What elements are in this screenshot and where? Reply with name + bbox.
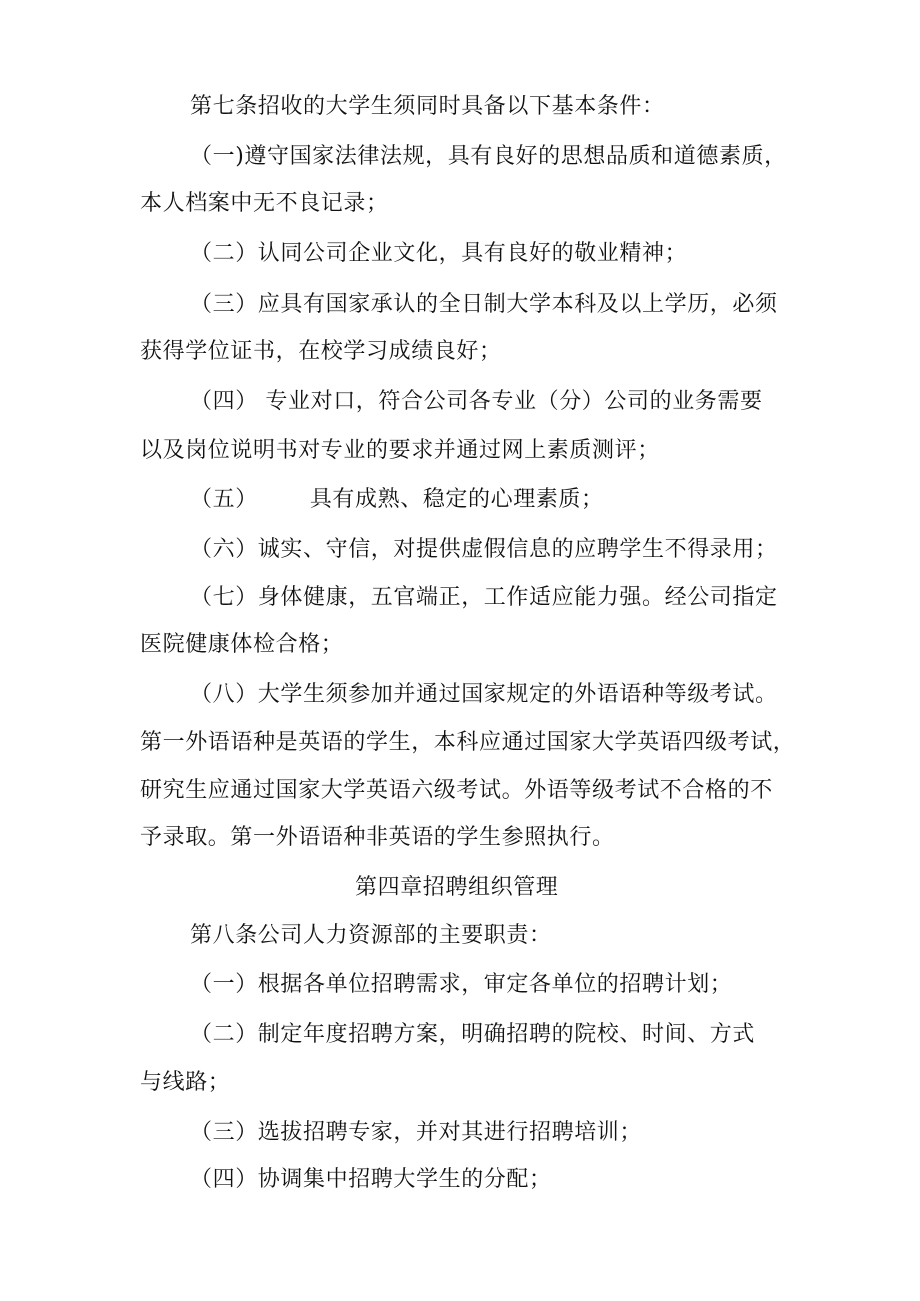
article-8-item-1: （一）根据各单位招聘需求，审定各单位的招聘计划； (190, 972, 733, 997)
article-7-item-2: （二）认同公司企业文化，具有良好的敬业精神； (190, 241, 688, 266)
article-7-item-3-line-2: 获得学位证书，在校学习成绩良好； (140, 339, 502, 364)
article-8-item-2-line-2: 与线路； (140, 1070, 231, 1095)
chapter-4-title: 第四章招聘组织管理 (355, 875, 559, 900)
article-7-item-8-line-2: 第一外语语种是英语的学生，本科应通过国家大学英语四级考试， (140, 730, 796, 755)
article-7-item-7-line-2: 医院健康体检合格； (140, 632, 344, 657)
article-7-item-1-line-2: 本人档案中无不良记录； (140, 191, 389, 216)
article-7-item-7-line-1: （七）身体健康，五官端正，工作适应能力强。经公司指定 (190, 585, 778, 610)
article-7-item-5-marker: （五） (190, 487, 258, 512)
article-8-item-2-line-1: （二）制定年度招聘方案，明确招聘的院校、时间、方式 (190, 1022, 756, 1047)
article-7-item-1-line-1: （一)遵守国家法律法规，具有良好的思想品质和道德素质， (190, 144, 787, 169)
article-8-heading: 第八条公司人力资源部的主要职责： (190, 923, 552, 948)
article-7-item-8-line-3: 研究生应通过国家大学英语六级考试。外语等级考试不合格的不 (140, 778, 773, 803)
article-7-item-4-line-2: 以及岗位说明书对专业的要求并通过网上素质测评； (140, 438, 660, 463)
article-8-item-3: （三）选拔招聘专家，并对其进行招聘培训； (190, 1120, 643, 1145)
article-7-item-8-line-4: 予录取。第一外语语种非英语的学生参照执行。 (140, 825, 615, 850)
article-7-item-6: （六）诚实、守信，对提供虚假信息的应聘学生不得录用； (190, 537, 778, 562)
article-7-item-5 (190, 485, 604, 515)
article-7-item-3-line-1: （三）应具有国家承认的全日制大学本科及以上学历，必须 (190, 292, 778, 317)
article-7-item-5-text: 具有成熟、稳定的心理素质； (309, 487, 604, 512)
article-7-item-4-line-1: （四） 专业对口，符合公司各专业（分）公司的业务需要 (190, 389, 763, 414)
article-7-item-8-line-1: （八）大学生须参加并通过国家规定的外语语种等级考试。 (190, 682, 778, 707)
article-7-heading: 第七条招收的大学生须同时具备以下基本条件： (190, 94, 665, 119)
article-8-item-4: （四）协调集中招聘大学生的分配； (190, 1167, 552, 1192)
